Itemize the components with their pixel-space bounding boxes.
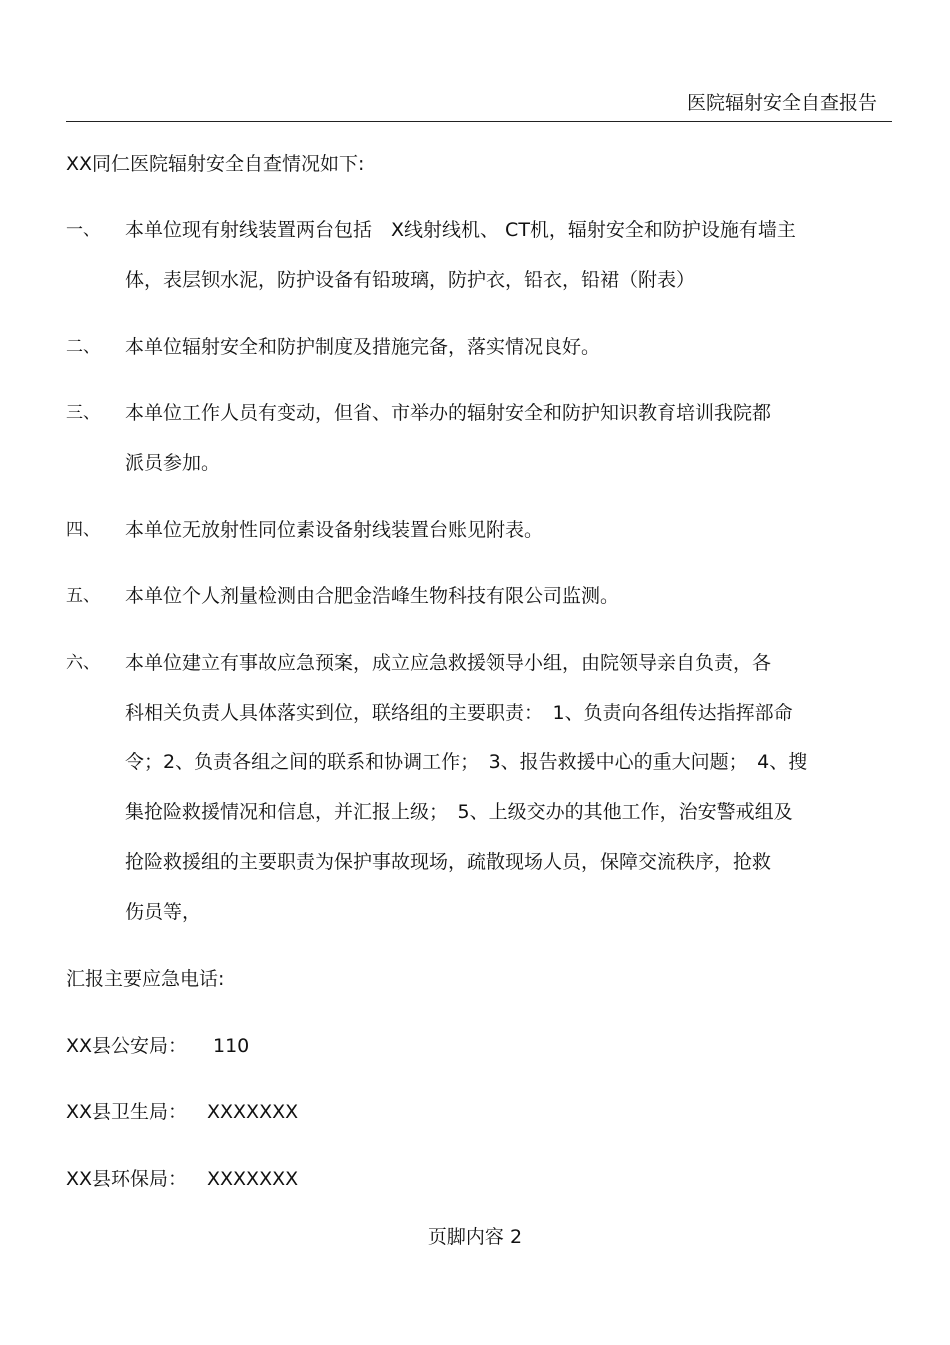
item-line: 本单位建立有事故应急预案，成立应急救援领导小组，由院领导亲自负责，各 [125, 652, 772, 674]
header-divider [66, 121, 892, 122]
item-number: 一、 [66, 220, 100, 240]
item-line: 派员参加。 [125, 452, 221, 474]
item-line: 令；2、负责各组之间的联系和协调工作； 3、报告救援中心的重大问题； 4、搜 [125, 751, 808, 773]
item-number: 二、 [66, 337, 100, 357]
item-number: 三、 [66, 403, 100, 423]
item-line: 本单位工作人员有变动，但省、市举办的辐射安全和防护知识教育培训我院都 [125, 402, 772, 424]
contact-label: XX县环保局： [66, 1168, 188, 1190]
item-number: 四、 [66, 520, 100, 540]
item-line: 本单位无放射性同位素设备射线装置台账见附表。 [125, 519, 544, 541]
header-title: 医院辐射安全自查报告 [686, 92, 877, 114]
item-line: 伤员等， [125, 901, 202, 923]
contact-value: XXXXXXX [207, 1101, 299, 1123]
item-line: 抢险救援组的主要职责为保护事故现场，疏散现场人员，保障交流秩序，抢救 [125, 851, 772, 873]
contact-label: XX县卫生局： [66, 1101, 188, 1123]
contact-value: XXXXXXX [207, 1168, 299, 1190]
item-line: 本单位个人剂量检测由合肥金浩峰生物科技有限公司监测。 [125, 585, 620, 607]
phone-heading: 汇报主要应急电话: [66, 968, 225, 990]
page-footer: 页脚内容 2 [427, 1226, 523, 1248]
intro-text: XX同仁医院辐射安全自查情况如下: [66, 153, 365, 175]
item-line: 科相关负责人具体落实到位，联络组的主要职责： 1、负责向各组传达指挥部命 [125, 702, 793, 724]
item-number: 五、 [66, 586, 100, 606]
contact-value: 110 [213, 1035, 250, 1057]
contact-label: XX县公安局： [66, 1035, 188, 1057]
item-line: 集抢险救援情况和信息，并汇报上级； 5、上级交办的其他工作，治安警戒组及 [125, 801, 793, 823]
item-line: 本单位现有射线装置两台包括 X线射线机、 CT机，辐射安全和防护设施有墙主 [125, 219, 796, 241]
item-number: 六、 [66, 653, 100, 673]
item-line: 本单位辐射安全和防护制度及措施完备，落实情况良好。 [125, 336, 601, 358]
item-line: 体，表层钡水泥，防护设备有铅玻璃，防护衣，铅衣，铅裙（附表） [125, 269, 696, 291]
